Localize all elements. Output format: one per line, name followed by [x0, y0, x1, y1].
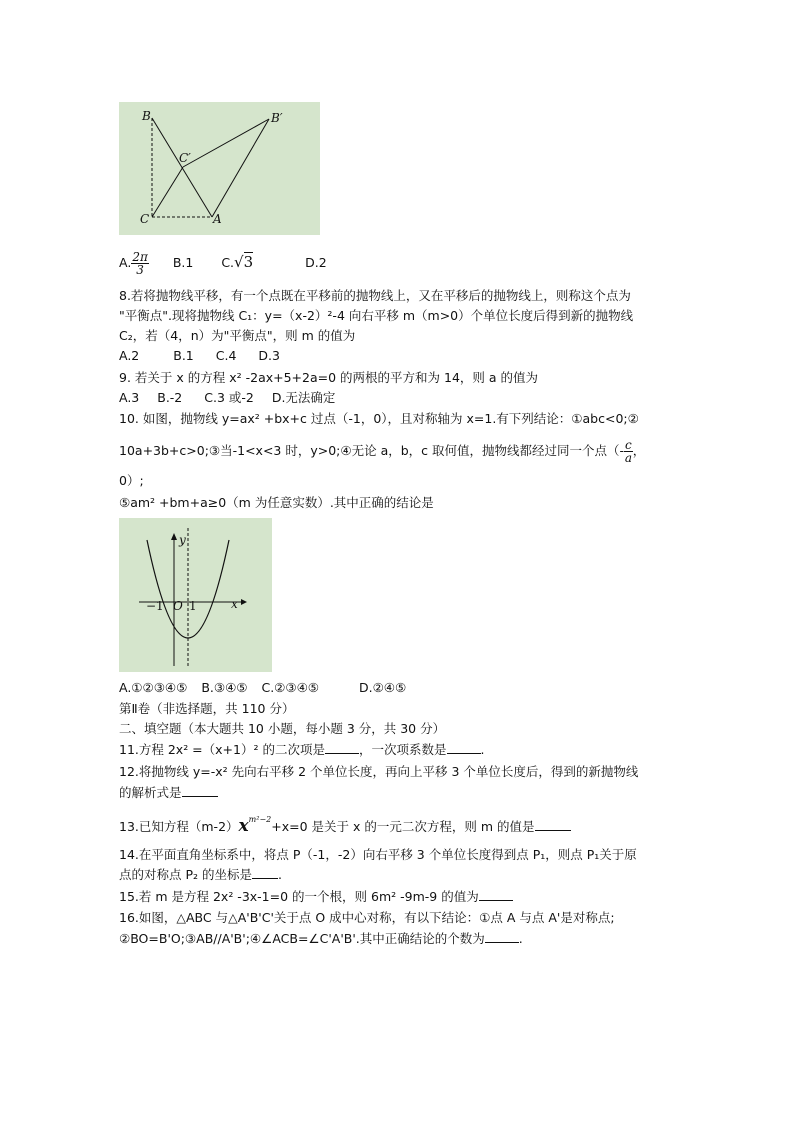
q9-options: A.3 B.-2 C.3 或-2 D.无法确定	[119, 390, 336, 405]
q12-line-2: 的解析式是	[119, 784, 218, 802]
q8-line-1: 8.若将抛物线平移，有一个点既在平移前的抛物线上，又在平移后的抛物线上，则称这个点为	[119, 288, 631, 303]
line-cp-bp	[183, 119, 269, 167]
q10-line-2: 10a+3b+c>0;③当-1<x<3 时，y>0;④无论 a，b，c 取何值，抛物线都经过同一个点（- $\frac{c}{a}$ ，	[119, 438, 646, 465]
q7-option-c: C.√3	[221, 253, 254, 271]
q11: 11.方程 2x² =（x+1）² 的二次项是 ，一次项系数是 .	[119, 742, 485, 757]
figure-triangle	[119, 102, 320, 235]
q12-line-1: 12.将抛物线 y=-x² 先向右平移 2 个单位长度，再向上平移 3 个单位长度后，得到的新抛物线	[119, 764, 639, 779]
q7-option-d: D.2	[305, 255, 327, 270]
label-1: 1	[189, 599, 197, 613]
q13: 13.已知方程$(m-2)x^{m^2-2}+x=0$ 是关于 x 的一元二次方程，则 m 的值是	[119, 812, 571, 836]
q10-line-1: 10. 如图，抛物线 y=ax² +bx+c 过点（-1，0），且对称轴为 x=1.有下列结论：①abc<0;②	[119, 411, 639, 426]
label-o: O	[173, 599, 183, 613]
q14-line-1: 14.在平面直角坐标系中，将点 P（-1，-2）向右平移 3 个单位长度得到点 P₁，则点 P₁关于原	[119, 847, 637, 862]
q11-blank-1[interactable]	[325, 753, 359, 754]
label-a: A	[213, 212, 222, 226]
label-y: y	[179, 533, 186, 547]
section-2-title: 第Ⅱ卷（非选择题，共 110 分）	[119, 701, 295, 716]
y-axis-arrow	[171, 533, 177, 540]
q16-line-2: ②BO=B'O;③AB//A'B';④∠ACB=∠C'A'B'.其中正确结论的个数为 .	[119, 931, 523, 946]
q10-line-4: ⑤am² +bm+a≥0（m 为任意实数）.其中正确的结论是	[119, 495, 434, 510]
line-bp-a	[212, 119, 269, 217]
triangle-diagram	[119, 102, 320, 235]
label-c: C	[140, 212, 150, 226]
q11-blank-2[interactable]	[447, 753, 481, 754]
q8-line-3: C₂，若（4，n）为"平衡点"，则 m 的值为	[119, 328, 356, 343]
q7-option-b: B.1	[172, 255, 194, 270]
q10-line-3: 0）;	[119, 473, 144, 488]
label-neg-1: −1	[146, 599, 164, 613]
q15-blank[interactable]	[479, 900, 513, 901]
section-2-subtitle: 二、填空题（本大题共 10 小题，每小题 3 分，共 30 分）	[119, 721, 446, 736]
q16-line-1: 16.如图，△ABC 与△A'B'C'关于点 O 成中心对称，有以下结论：①点 A 与点 A'是对称点;	[119, 910, 615, 925]
q8-line-2: "平衡点".现将抛物线 C₁：y=（x-2）²-4 向右平移 m（m>0）个单位长度后得到新的抛物线	[119, 308, 634, 323]
q15: 15.若 m 是方程 2x² -3x-1=0 的一个根，则 6m² -9m-9 的值为	[119, 888, 513, 906]
figure-parabola	[119, 518, 272, 672]
label-b-prime: B′	[271, 111, 283, 125]
parabola-diagram	[119, 518, 272, 672]
q8-options: A.2 B.1 C.4 D.3	[119, 348, 280, 363]
q7-option-a: A. $\frac{2\pi}{3}$	[119, 250, 148, 277]
q16-blank[interactable]	[485, 942, 519, 943]
q14-blank[interactable]	[252, 878, 278, 879]
q9-line-1: 9. 若关于 x 的方程 x² -2ax+5+2a=0 的两根的平方和为 14，则 a 的值为	[119, 370, 539, 385]
q7-options	[119, 244, 327, 280]
q13-blank[interactable]	[535, 830, 571, 831]
q14-line-2: 点的对称点 P₂ 的坐标是 .	[119, 867, 282, 882]
q10-options: A.①②③④⑤ B.③④⑤ C.②③④⑤ D.②④⑤	[119, 680, 407, 695]
label-c-prime: C′	[179, 151, 191, 165]
x-axis-arrow	[241, 599, 247, 605]
label-x: x	[231, 597, 238, 611]
line-c-cp	[152, 167, 183, 217]
label-b: B	[142, 109, 151, 123]
q12-blank[interactable]	[182, 796, 218, 797]
